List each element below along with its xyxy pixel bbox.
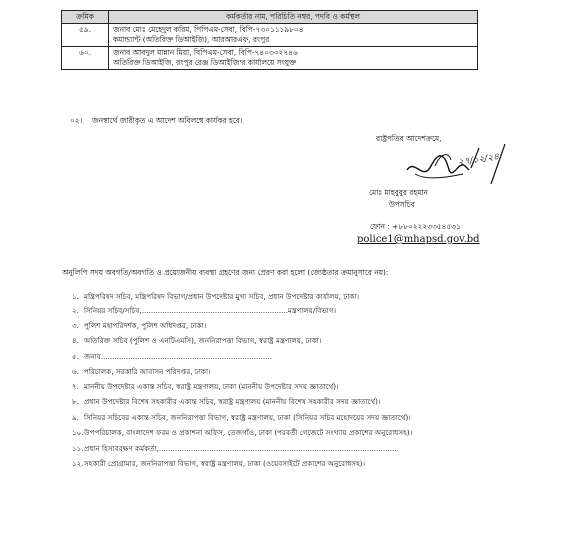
officer-post-line: কমান্ড্যান্ট (অতিরিক্ত ডিআইজি), আরআরএফ, রংপুর bbox=[113, 35, 270, 44]
copy-item-number: ৫. bbox=[72, 352, 79, 361]
row-serial: ৬০. bbox=[62, 47, 109, 70]
copy-item-number: ৩. bbox=[72, 321, 79, 330]
email-link[interactable]: police1@mhapsd.gov.bd bbox=[357, 234, 480, 245]
row-details bbox=[109, 24, 478, 47]
copy-intro: অনুলিপি সদয় অবগতি/অবগতি ও প্রয়োজনীয় ব্যবস্থা গ্রহণের জন্য প্রেরণ করা হলো (জ্যেষ্ঠতার ক্রমানুসারে নয়): bbox=[62, 268, 389, 277]
officer-post-line: অতিরিক্ত ডিআইজি, রংপুর রেঞ্জ ডিআইজি'র কার্যালয়ে সংযুক্ত bbox=[113, 58, 297, 67]
phone-number: ফোন : +৮৮০২২২৩৩৫৪৫৩১ bbox=[370, 222, 461, 231]
copy-item-text: মন্ত্রিপরিষদ সচিব, মন্ত্রিপরিষদ বিভাগ/প্রধান উপদেষ্টার মুখ্য সচিব, প্রধান উপদেষ্টার কার্যালয়, ঢাকা। bbox=[84, 292, 360, 301]
signatory-name: মোঃ মাহবুবুর রহমান bbox=[369, 188, 428, 197]
officer-name-line: জনাব আবদুল মান্নান মিয়া, বিপিএম-সেবা, বিপি-৭৪০৩০২৭৪৬ bbox=[113, 48, 298, 57]
officer-name-line: জনাব মোঃ মেহেদুল করিম, পিপিএম-সেবা, বিপি-৭৩০১১১৯৮০৪ bbox=[113, 25, 304, 34]
copy-item-number: ৯. bbox=[72, 413, 79, 422]
copy-item-text: পুলিশ মহাপরিদর্শক, পুলিশ অধিদপ্তর, ঢাকা। bbox=[84, 321, 207, 330]
copy-item-number: ১২. bbox=[72, 459, 84, 468]
copy-item-text: প্রধান হিসাবরক্ষণ কর্মকর্তা,........................................................................................................ bbox=[84, 444, 397, 453]
table-row bbox=[62, 47, 478, 70]
copy-item-number: ৮. bbox=[72, 397, 79, 406]
copy-item-text: সিনিয়র সচিব/সচিব,................................................................মন্ত্রণালয়/বিভাগ। bbox=[84, 306, 337, 315]
copy-item-number: ৪. bbox=[72, 336, 79, 345]
copy-item-text: সহকারী প্রোগ্রামার, জননিরাপত্তা বিভাগ, স্বরাষ্ট্র মন্ত্রণালয়, ঢাকা (ওয়েবসাইটে প্রকাশের অনুরোধসহ)। bbox=[84, 459, 366, 468]
copy-item-text: অতিরিক্ত সচিব (পুলিশ ও এনটিএমসি), জননিরাপত্তা বিভাগ, স্বরাষ্ট্র মন্ত্রণালয়, ঢাকা। bbox=[84, 336, 322, 345]
copy-item-number: ২. bbox=[72, 306, 79, 315]
copy-item-text: সিনিয়র সচিবের একান্ত সচিব, জননিরাপত্তা বিভাগ, স্বরাষ্ট্র মন্ত্রণালয়, ঢাকা (সিনিয়র সচিব মহোদয়ের সদয় জ্ঞাতার্থে)। bbox=[84, 413, 411, 422]
officers-table bbox=[61, 10, 478, 70]
copy-item-text: প্রধান উপদেষ্টার বিশেষ সহকারীর একান্ত সচিব, স্বরাষ্ট্র মন্ত্রণালয় (মাননীয় বিশেষ সহকারীর সদয় জ্ঞাতার্থে)। bbox=[84, 397, 381, 406]
para-text: জনস্বার্থে জারীকৃত এ আদেশ অবিলম্বে কার্যকর হবে। bbox=[92, 116, 243, 125]
copy-item-number: ৭. bbox=[72, 382, 79, 391]
copy-item-text: পরিচালক, সরকারি আবাসন পরিদপ্তর, ঢাকা। bbox=[84, 367, 211, 376]
table-header-row bbox=[62, 11, 478, 24]
signatory-designation: উপসচিব bbox=[389, 200, 415, 209]
copy-item-number: ১. bbox=[72, 292, 79, 301]
copy-item-number: ১১. bbox=[72, 444, 84, 453]
row-details bbox=[109, 47, 478, 70]
copy-item-text: জনাব........................................................................... bbox=[84, 352, 273, 361]
header-details: কর্মকর্তার নাম, পরিচিতি নম্বর, পদবি ও কর্মস্থল bbox=[109, 11, 478, 24]
order-by-text: রাষ্ট্রপতির আদেশক্রমে, bbox=[376, 134, 442, 143]
row-serial: ৫৯. bbox=[62, 24, 109, 47]
copy-item-text: মাননীয় উপদেষ্টার একান্ত সচিব, স্বরাষ্ট্র মন্ত্রণালয়, ঢাকা (মাননীয় উপদেষ্টার সদয় জ্ঞাতার্থে)। bbox=[84, 382, 339, 391]
copy-item-number: ১০. bbox=[72, 428, 84, 437]
copy-item-number: ৬. bbox=[72, 367, 79, 376]
header-serial: ক্রমিক bbox=[62, 11, 109, 24]
signature-date: ২৭/১২/২৪ bbox=[457, 152, 500, 168]
table-row bbox=[62, 24, 478, 47]
copy-item-text: উপপরিচালক, বাংলাদেশ ফরম ও প্রকাশনা অফিস, তেজগাঁও, ঢাকা (পরবর্তী গেজেটে সংখ্যায় প্রকাশের অনুরোধসহ)। bbox=[84, 428, 413, 437]
para-number: ০২। bbox=[70, 116, 83, 125]
